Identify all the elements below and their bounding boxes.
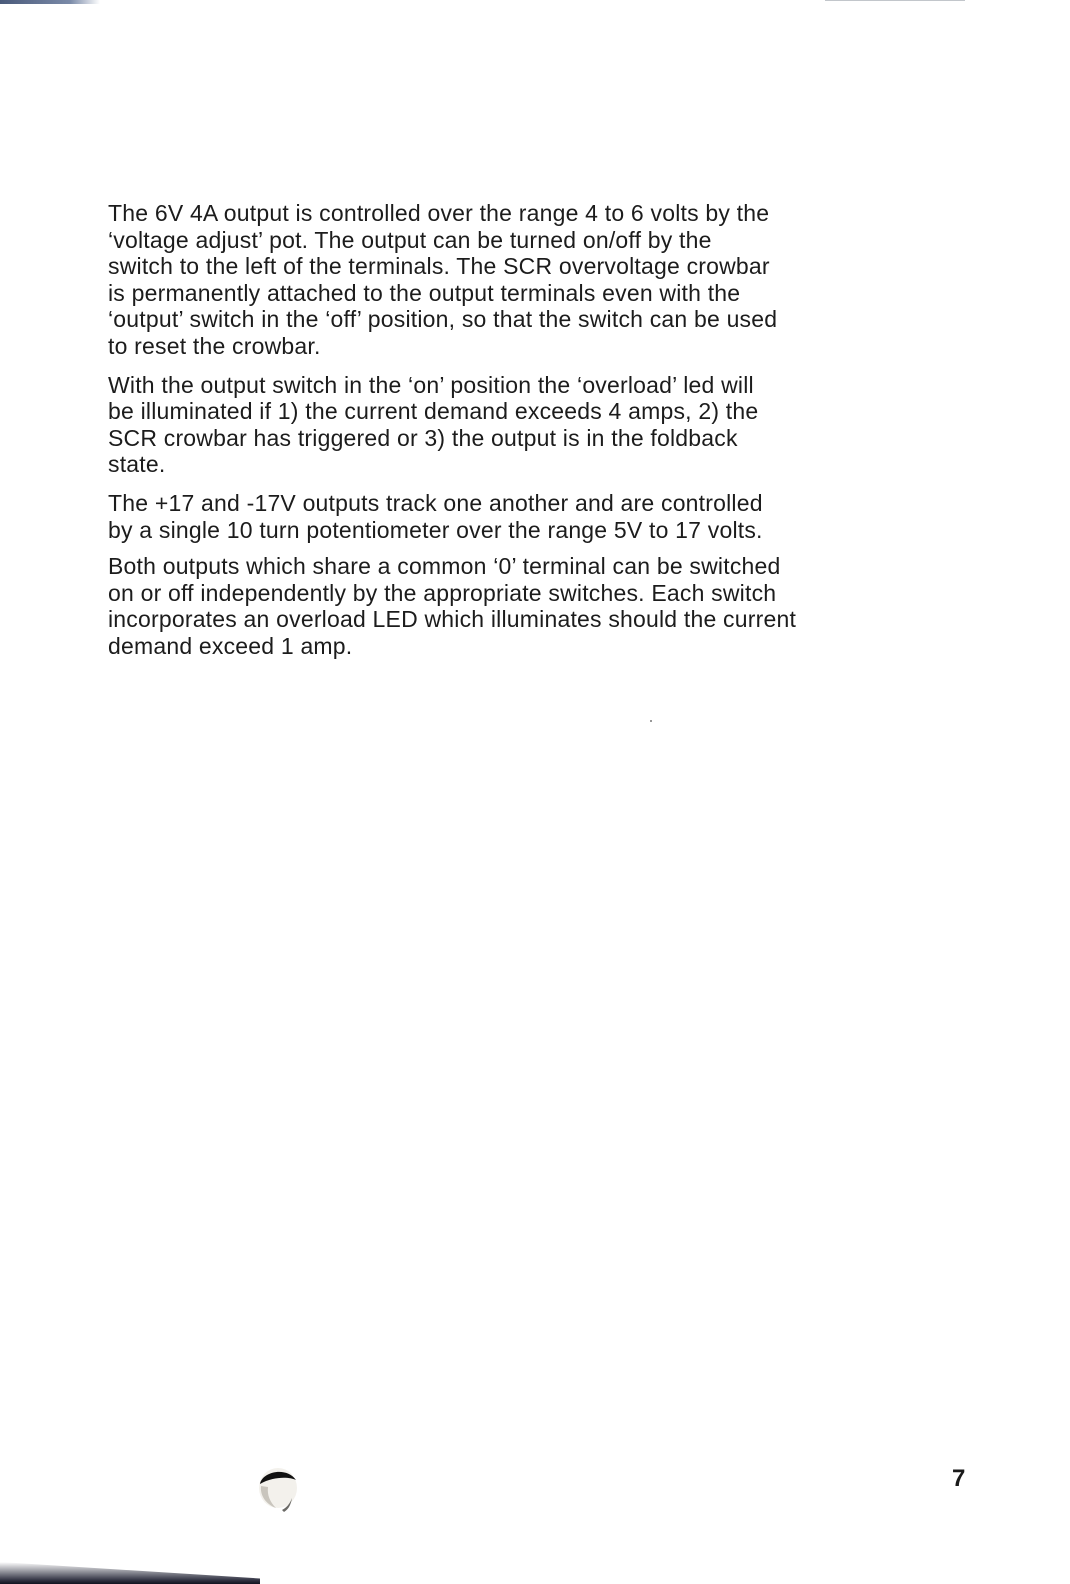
paragraph-17v-outputs — [108, 490, 938, 543]
page-edge-shadow-bottom — [0, 1562, 260, 1584]
text-line: The +17 and -17V outputs track one another and are controlled — [108, 489, 763, 516]
text-line: The 6V 4A output is controlled over the range 4 to 6 volts by the — [108, 200, 770, 226]
text-line: ‘output’ switch in the ‘off’ position, so that the switch can be used — [108, 306, 778, 333]
page-edge-line-top — [825, 0, 965, 1]
page-number: 7 — [952, 1465, 966, 1492]
body-text — [108, 200, 938, 672]
paper-speck — [650, 720, 652, 722]
binder-hole-icon — [256, 1464, 304, 1516]
text-line: by a single 10 turn potentiometer over the range 5V to 17 volts. — [108, 516, 763, 543]
text-line: ‘voltage adjust’ pot. The output can be turned on/off by the — [108, 226, 712, 253]
text-line: to reset the crowbar. — [108, 332, 321, 359]
text-line: be illuminated if 1) the current demand exceeds 4 amps, 2) the — [108, 398, 759, 425]
paragraph-overload-led — [108, 372, 938, 478]
paragraph-output-switches — [108, 553, 938, 659]
text-line: Both outputs which share a common ‘0’ terminal can be switched — [108, 553, 781, 580]
page-edge-shadow-top — [0, 0, 100, 4]
text-line: incorporates an overload LED which illuminates should the current — [108, 606, 797, 633]
text-line: switch to the left of the terminals. The SCR overvoltage crowbar — [108, 253, 770, 280]
paragraph-6v-output — [108, 200, 938, 360]
text-line: SCR crowbar has triggered or 3) the output is in the foldback — [108, 424, 738, 451]
text-line: With the output switch in the ‘on’ position the ‘overload’ led will — [108, 371, 754, 398]
text-line: state. — [108, 451, 166, 478]
text-line: on or off independently by the appropriate switches. Each switch — [108, 579, 777, 606]
text-line: is permanently attached to the output terminals even with the — [108, 279, 741, 306]
text-line: demand exceed 1 amp. — [108, 632, 353, 659]
